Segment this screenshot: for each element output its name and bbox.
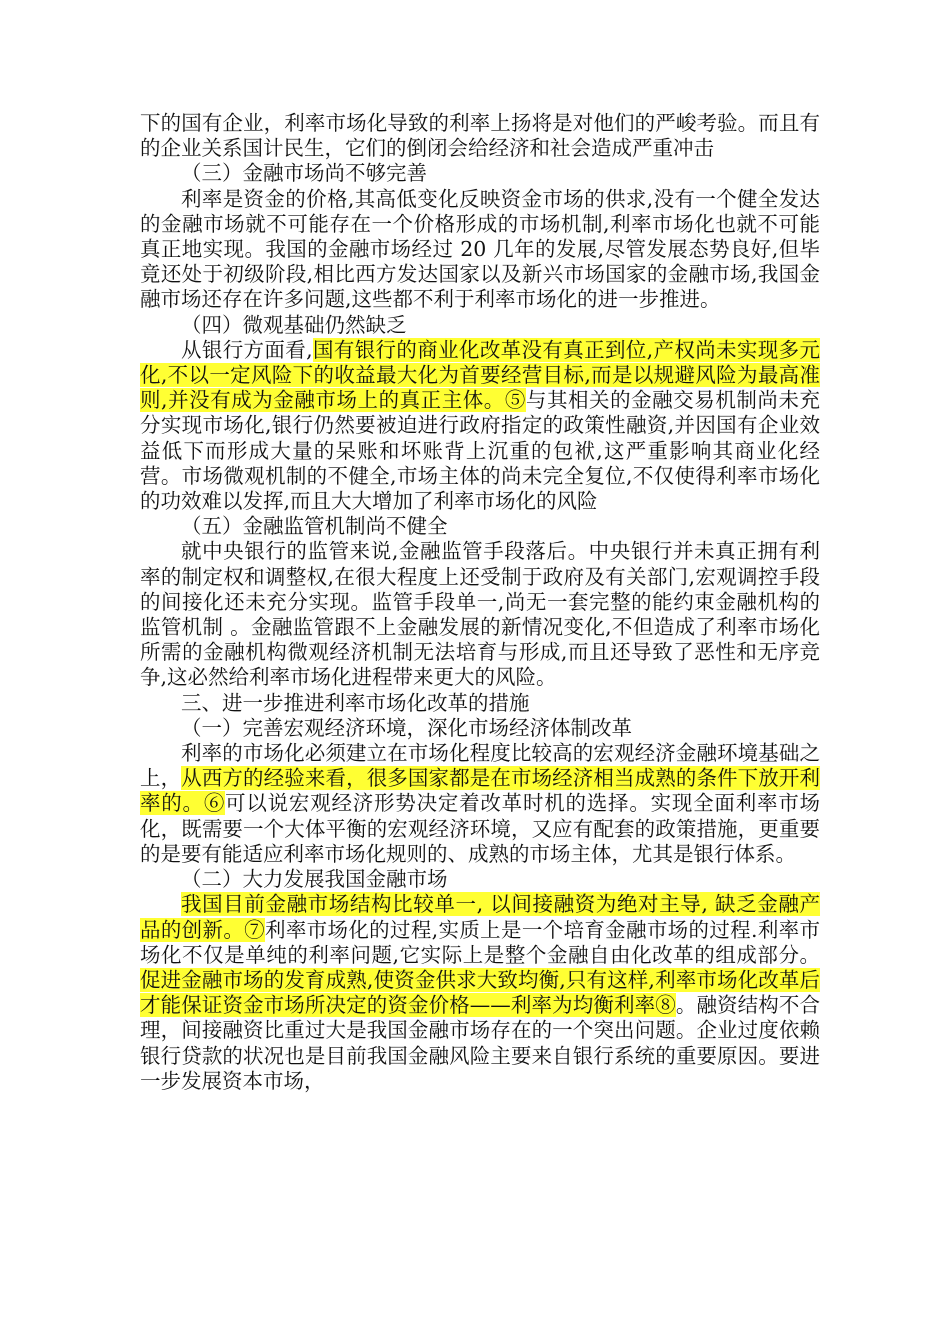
- paragraph-text: 利率市场化的过程,实质上是一个培育金融市场的过程.利率市场化不仅是单纯的利率问题,它实际上是整个金融自由化改革的组成部分。: [140, 917, 821, 967]
- document-page: [140, 111, 820, 1094]
- section-heading-2: （二）大力发展我国金融市场: [181, 867, 448, 892]
- paragraph-supervision: [140, 539, 820, 690]
- paragraph-text: 利率是资金的价格,其高低变化反映资金市场的供求,没有一个健全发达的金融市场就不可能存在一个价格形成的市场机制,利率市场化也就不可能真正地实现。我国的金融市场经过 20 几年的发展,尽管发展态势良好,但毕竟还处于初级阶段,相比西方发达国家以及新兴市场国家的金融市场,我国金融市场还存在许多问题,这些都不利于利率市场化的进一步推进。: [140, 186, 820, 312]
- paragraph-text: 下的国有企业，利率市场化导致的利率上扬将是对他们的严峻考验。而且有的企业关系国计民生，它们的倒闭会给经济和社会造成严重冲击: [140, 111, 820, 161]
- highlighted-text: 促进金融市场的发育成熟,使资金供求大致均衡,只有这样,利率市场化改革后才能保证资金市场所决定的资金价格——利率为均衡利率⑧: [140, 967, 820, 1018]
- paragraph-financial-market: [140, 187, 820, 313]
- paragraph-text: 与其相关的金融交易机制尚未充分实现市场化,银行仍然要被迫进行政府指定的政策性融资,并因国有企业效益低下而形成大量的呆账和坏账背上沉重的包袱,这严重影响其商业化经营。市场微观机制的不健全,市场主体的尚未完全复位,不仅使得利率市场化的功效难以发挥,而且大大增加了利率市场化的风险: [140, 388, 821, 514]
- highlighted-text: 我国目前金融市场结构比较单一, 以间接融资为绝对主导, 缺乏金融产品的创新。⑦: [140, 892, 820, 942]
- paragraph-macro-environment: [140, 741, 820, 867]
- paragraph-continuation: [140, 111, 820, 161]
- section-heading-3: （三）金融市场尚不够完善: [181, 161, 427, 186]
- paragraph-micro-foundation: [140, 338, 820, 514]
- paragraph-text: 就中央银行的监管来说,金融监管手段落后。中央银行并未真正拥有利率的制定权和调整权,在很大程度上还受制于政府及有关部门,宏观调控手段的间接化还未充分实现。监管手段单一,尚无一套完整的能约束金融机构的监管机制 。金融监管跟不上金融发展的新情况变化,不但造成了利率市场化所需的金融机构微观经济机制无法培育与形成,而且还导致了恶性和无序竞争,这必然给利率市场化进程带来更大的风险。: [140, 539, 820, 690]
- paragraph-develop-market: [140, 892, 820, 1094]
- section-heading-1: （一）完善宏观经济环境，深化市场经济体制改革: [181, 715, 632, 740]
- paragraph-text: 可以说宏观经济形势决定着改革时机的选择。实现全面利率市场化，既需要一个大体平衡的宏观经济环境，又应有配套的政策措施，更重要的是要有能适应利率市场化规则的、成熟的市场主体，尤其是银行体系。: [140, 791, 821, 866]
- highlighted-text: 国有银行的商业化改革没有真正到位,产权尚未实现多元化,不以一定风险下的收益最大化为首要经营目标,而是以规避风险为最高准则,并没有成为金融市场上的真正主体。⑤: [140, 337, 820, 413]
- highlighted-text: 从西方的经验来看，很多国家都是在市场经济相当成熟的条件下放开利率的。⑥: [140, 766, 820, 816]
- paragraph-text: 从银行方面看,: [181, 337, 313, 362]
- paragraph-text: 。融资结构不合理，间接融资比重过大是我国金融市场存在的一个突出问题。企业过度依赖银行贷款的状况也是目前我国金融风险主要来自银行系统的重要原因。要进一步发展资本市场，: [140, 993, 821, 1093]
- section-heading-5: （五）金融监管机制尚不健全: [181, 514, 448, 539]
- paragraph-text: 利率的市场化必须建立在市场化程度比较高的宏观经济金融环境基础之上，: [140, 741, 820, 791]
- section-heading-4: （四）微观基础仍然缺乏: [181, 312, 407, 337]
- chapter-heading-3: 三、进一步推进利率市场化改革的措施: [181, 690, 530, 715]
